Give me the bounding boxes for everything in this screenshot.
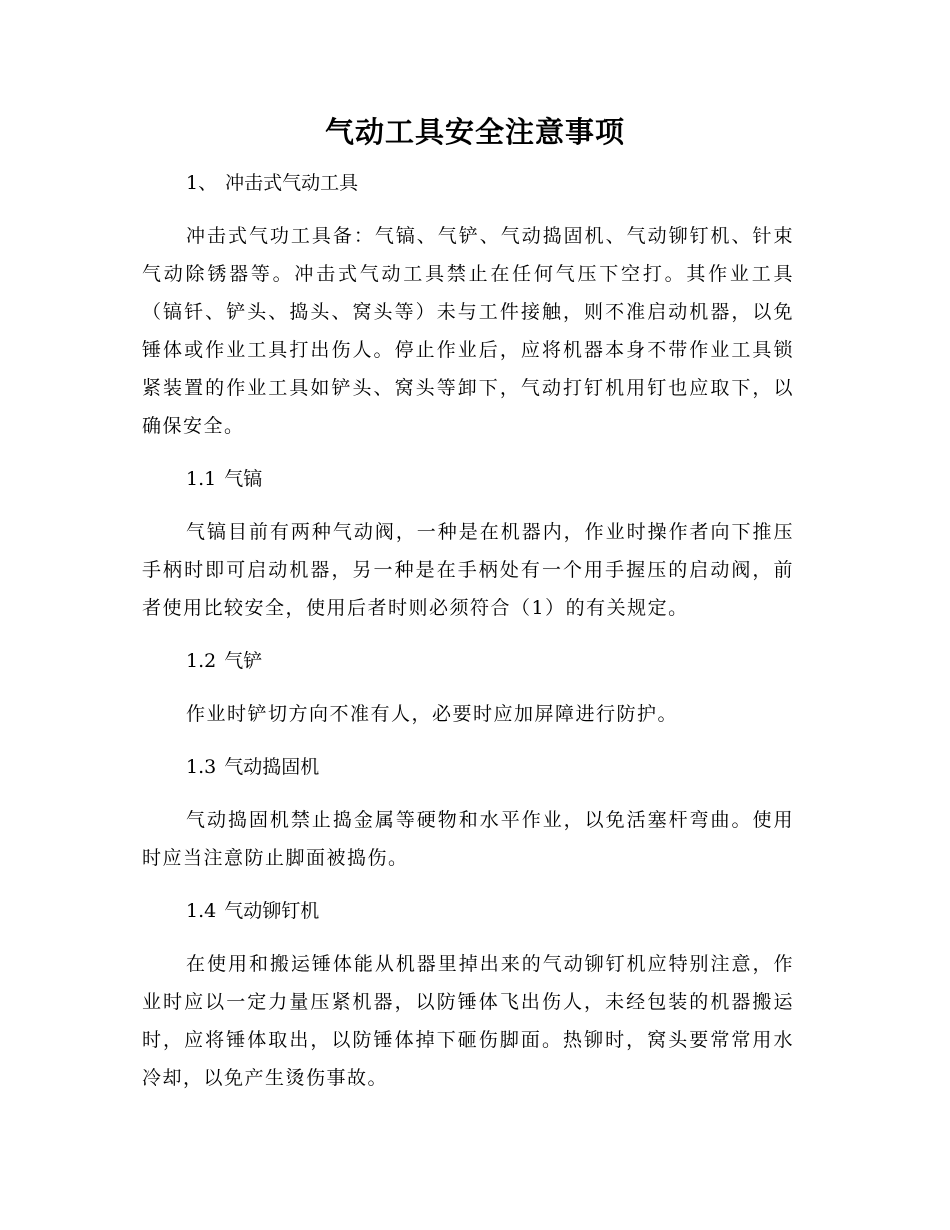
section-heading-text: 气动捣固机 xyxy=(224,756,320,778)
section-paragraph-1-1: 气镐目前有两种气动阀，一种是在机器内，作业时操作者向下推压手柄时即可启动机器，另一种是在手柄处有一个用手握压的启动阀，前者使用比较安全，使用后者时则必须符合（1）的有关规定。 xyxy=(142,521,794,619)
section-paragraph-1-2: 作业时铲切方向不准有人，必要时应加屏障进行防护。 xyxy=(186,703,679,725)
section-paragraph-1-4: 在使用和搬运锤体能从机器里掉出来的气动铆钉机应特别注意，作业时应以一定力量压紧机器，以防锤体飞出伤人，未经包装的机器搬运时，应将锤体取出，以防锤体掉下砸伤脚面。热铆时，窝头要常常用水冷却，以免产生烫伤事故。 xyxy=(142,953,794,1089)
section-heading-text: 气铲 xyxy=(224,650,263,672)
section-heading-text: 气镐 xyxy=(224,468,263,490)
section-number: 1.2 xyxy=(186,650,217,672)
section-heading-text: 气动铆钉机 xyxy=(224,900,320,922)
section-heading-1-1 xyxy=(142,460,794,498)
section-number: 1.3 xyxy=(186,756,217,778)
section-paragraph-1: 冲击式气功工具备：气镐、气铲、气动捣固机、气动铆钉机、针束气动除锈器等。冲击式气动工具禁止在任何气压下空打。其作业工具（镐钎、铲头、捣头、窝头等）未与工件接触，则不准启动机器，以免锤体或作业工具打出伤人。停止作业后，应将机器本身不带作业工具锁紧装置的作业工具如铲头、窝头等卸下，气动打钉机用钉也应取下，以确保安全。 xyxy=(142,225,794,437)
section-heading-1 xyxy=(142,164,794,202)
section-number: 1.1 xyxy=(186,468,217,490)
section-number: 1.4 xyxy=(186,900,217,922)
section-heading-1-4 xyxy=(142,892,794,930)
section-paragraph-1-3: 气动捣固机禁止捣金属等硬物和水平作业，以免活塞杆弯曲。使用时应当注意防止脚面被捣伤。 xyxy=(142,809,794,869)
section-number: 1、 xyxy=(186,172,218,194)
document-title: 气动工具安全注意事项 xyxy=(324,115,625,149)
section-heading-1-3 xyxy=(142,748,794,786)
document-body xyxy=(142,164,794,1112)
section-heading-1-2 xyxy=(142,642,794,680)
section-heading-text: 冲击式气动工具 xyxy=(225,172,359,194)
